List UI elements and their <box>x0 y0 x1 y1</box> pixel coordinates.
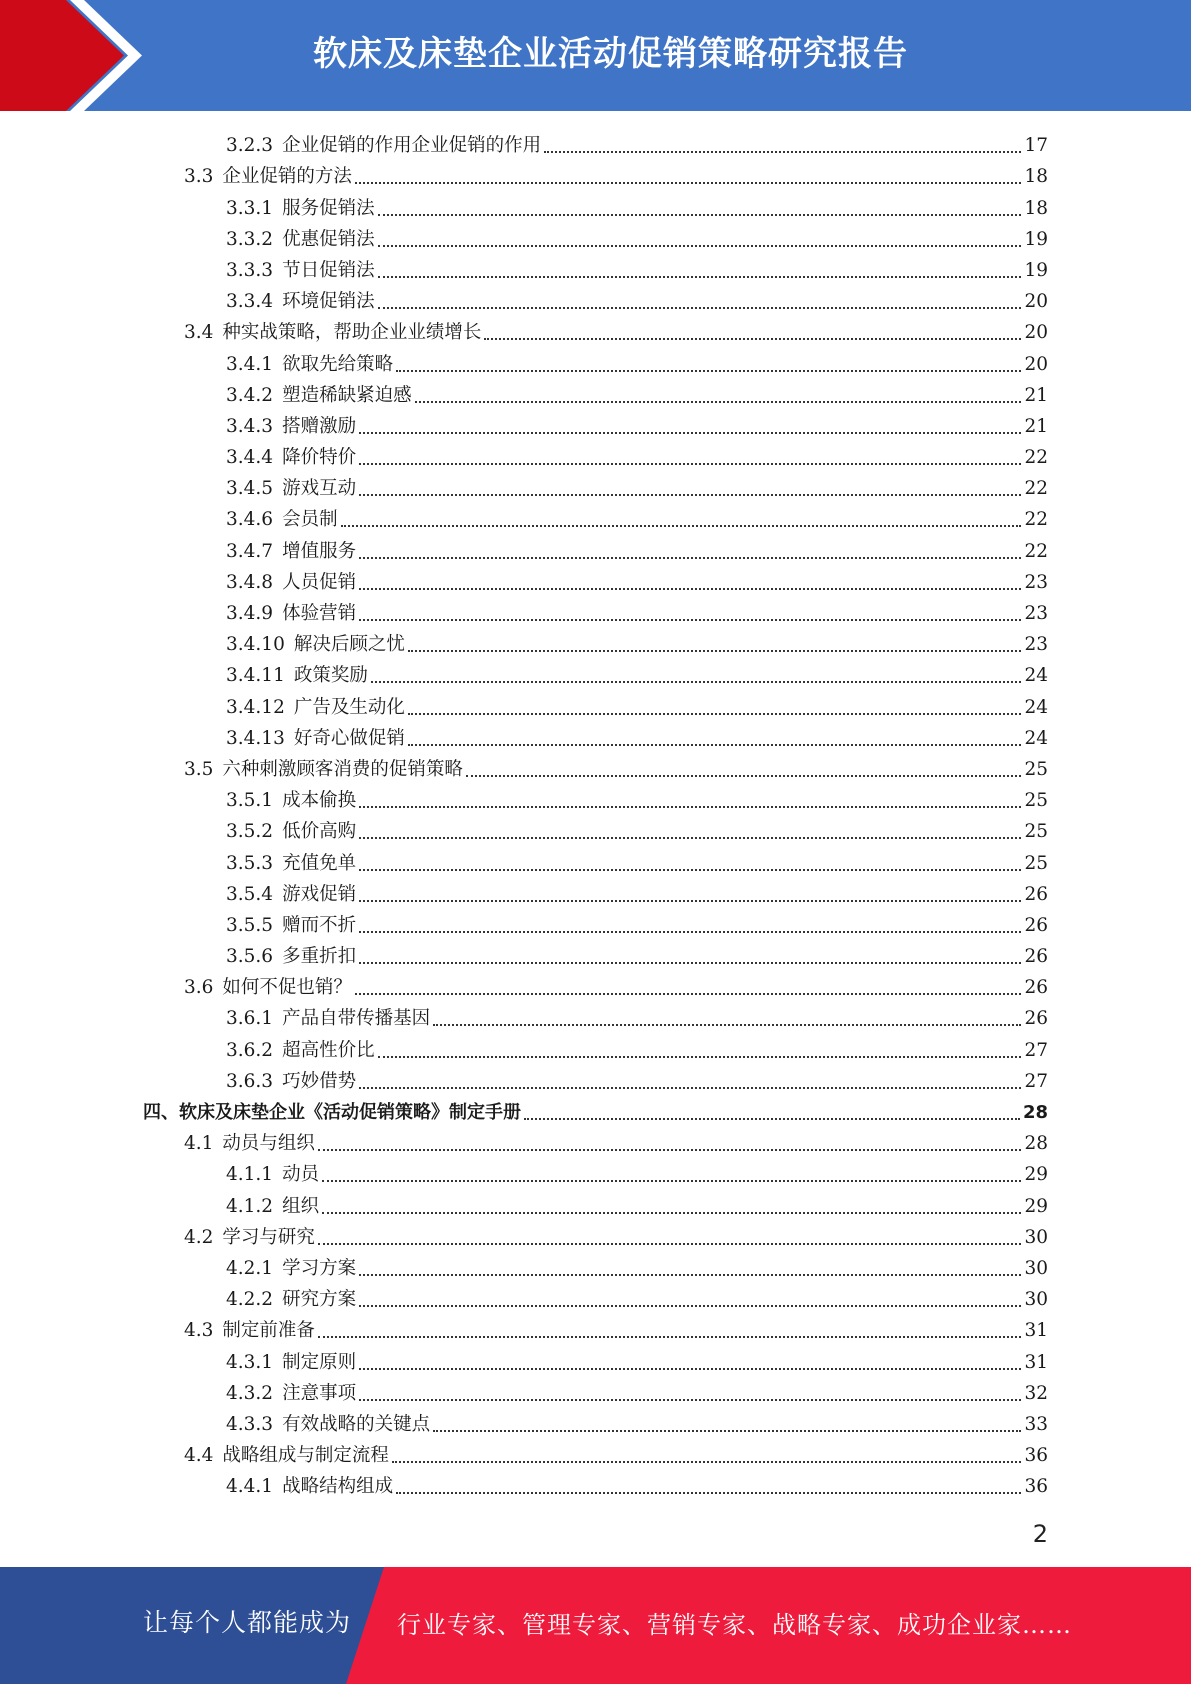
toc-entry-page: 24 <box>1024 665 1048 687</box>
toc-entry-title: 欲取先给策略 <box>282 353 394 375</box>
toc-entry-page: 28 <box>1022 1102 1048 1123</box>
toc-entry-number: 3.4.9 <box>226 603 274 624</box>
toc-entry[interactable] <box>0 1469 1191 1500</box>
toc-entry-page: 31 <box>1024 1320 1048 1342</box>
toc-entry-page: 23 <box>1024 634 1048 656</box>
toc-entry-page: 19 <box>1024 259 1048 281</box>
toc-entry[interactable] <box>0 1376 1191 1407</box>
toc-entry-number: 3.5.6 <box>226 946 274 968</box>
toc-entry[interactable] <box>0 1282 1191 1313</box>
toc-entry-page: 19 <box>1024 228 1048 250</box>
toc-entry-title: 注意事项 <box>282 1382 357 1404</box>
toc-entry-title: 战略组成与制定流程 <box>222 1445 389 1467</box>
toc-entry-title: 制定前准备 <box>222 1320 315 1342</box>
toc-entry-title: 学习与研究 <box>222 1226 315 1248</box>
toc-dot-leader <box>359 869 1021 871</box>
toc-entry-title: 充值免单 <box>282 852 357 874</box>
toc-dot-leader <box>408 713 1022 715</box>
toc-entry-title: 服务促销法 <box>282 197 375 219</box>
toc-entry-number: 3.6.3 <box>226 1070 274 1092</box>
toc-dot-leader <box>359 432 1021 434</box>
toc-dot-leader <box>359 931 1021 933</box>
toc-entry-title: 广告及生动化 <box>293 696 405 718</box>
toc-entry-number: 4.2.2 <box>226 1289 274 1311</box>
toc-entry[interactable] <box>0 1064 1191 1095</box>
toc-entry-number: 3.4.13 <box>226 727 285 749</box>
toc-entry-page: 32 <box>1024 1382 1048 1404</box>
toc-entry-number: 3.4.12 <box>226 696 285 718</box>
toc-entry-title: 四、软床及床垫企业《活动促销策略》制定手册 <box>143 1102 521 1123</box>
toc-entry-title: 政策奖励 <box>293 665 368 687</box>
toc-dot-leader <box>355 182 1022 184</box>
toc-entry-number: 3.6 <box>184 977 214 999</box>
toc-entry-page: 26 <box>1024 883 1048 905</box>
toc-dot-leader <box>318 1149 1022 1151</box>
toc-entry-number: 3.5.1 <box>226 790 274 812</box>
toc-entry-page: 30 <box>1024 1257 1048 1279</box>
toc-entry-number: 4.3.3 <box>226 1413 274 1435</box>
toc-entry-title: 六种刺激顾客消费的促销策略 <box>222 758 463 780</box>
toc-entry-page: 31 <box>1024 1351 1048 1373</box>
toc-entry[interactable] <box>0 128 1191 159</box>
toc-dot-leader <box>378 307 1022 309</box>
toc-entry-number: 3.6.1 <box>226 1008 274 1030</box>
toc-entry-title: 学习方案 <box>282 1257 357 1279</box>
toc-entry-title: 企业促销的作用企业促销的作用 <box>282 135 542 157</box>
toc-entry-title: 有效战略的关键点 <box>282 1413 431 1435</box>
toc-entry-title: 种实战策略，帮助企业业绩增长 <box>222 322 482 344</box>
toc-entry[interactable] <box>0 1313 1191 1344</box>
toc-dot-leader <box>408 744 1022 746</box>
toc-entry-page: 18 <box>1024 166 1048 188</box>
toc-entry[interactable] <box>0 908 1191 939</box>
toc-entry-number: 4.2 <box>184 1226 214 1248</box>
toc-entry-page: 23 <box>1024 571 1048 593</box>
toc-dot-leader <box>359 1399 1021 1401</box>
toc-dot-leader <box>433 1024 1021 1026</box>
toc-entry[interactable] <box>0 440 1191 471</box>
toc-entry-title: 解决后顾之忧 <box>293 634 405 656</box>
toc-entry-page: 29 <box>1024 1164 1048 1186</box>
toc-entry[interactable] <box>0 565 1191 596</box>
toc-entry[interactable] <box>0 1344 1191 1375</box>
toc-entry[interactable] <box>0 783 1191 814</box>
toc-entry[interactable] <box>0 378 1191 409</box>
toc-dot-leader <box>359 1087 1021 1089</box>
toc-entry-page: 22 <box>1024 478 1048 500</box>
toc-entry-page: 26 <box>1024 914 1048 936</box>
toc-entry-page: 33 <box>1024 1413 1048 1435</box>
toc-dot-leader <box>322 1180 1021 1182</box>
toc-dot-leader <box>359 1368 1021 1370</box>
toc-entry[interactable] <box>0 689 1191 720</box>
toc-entry-title: 游戏促销 <box>282 883 357 905</box>
toc-entry-number: 3.4.3 <box>226 415 274 437</box>
toc-entry-title: 组织 <box>282 1195 320 1217</box>
toc-entry[interactable] <box>0 1157 1191 1188</box>
toc-entry-number: 3.5.5 <box>226 914 274 936</box>
toc-entry-number: 4.3.1 <box>226 1351 274 1373</box>
toc-entry-title: 多重折扣 <box>282 946 357 968</box>
toc-entry-number: 3.4 <box>184 322 214 344</box>
toc-entry-page: 18 <box>1024 197 1048 219</box>
toc-entry[interactable] <box>0 845 1191 876</box>
toc-entry-title: 动员 <box>282 1164 320 1186</box>
toc-entry[interactable] <box>0 533 1191 564</box>
toc-dot-leader <box>359 962 1021 964</box>
toc-entry-title: 优惠促销法 <box>282 228 375 250</box>
toc-entry-page: 26 <box>1024 977 1048 999</box>
toc-entry-page: 25 <box>1024 821 1048 843</box>
toc-entry-number: 3.4.10 <box>226 634 285 656</box>
toc-entry-title: 巧妙借势 <box>282 1070 357 1092</box>
toc-entry-page: 26 <box>1024 1008 1048 1030</box>
table-of-contents <box>0 128 1191 1500</box>
toc-entry-title: 人员促销 <box>282 571 357 593</box>
toc-dot-leader <box>544 151 1021 153</box>
toc-entry-number: 3.4.6 <box>226 509 274 531</box>
toc-dot-leader <box>359 1274 1021 1276</box>
toc-entry[interactable] <box>0 627 1191 658</box>
toc-entry-number: 3.5 <box>184 758 214 780</box>
toc-entry-number: 4.1 <box>184 1133 214 1155</box>
toc-dot-leader <box>408 650 1022 652</box>
toc-entry-page: 20 <box>1024 322 1048 344</box>
toc-entry[interactable] <box>0 253 1191 284</box>
toc-dot-leader <box>378 245 1022 247</box>
toc-entry[interactable] <box>0 471 1191 502</box>
toc-entry-number: 3.4.8 <box>226 571 274 593</box>
toc-entry-title: 降价特价 <box>282 447 357 469</box>
toc-dot-leader <box>415 401 1022 403</box>
toc-entry-page: 30 <box>1024 1289 1048 1311</box>
toc-entry[interactable] <box>0 1251 1191 1282</box>
toc-entry-number: 3.4.1 <box>226 353 274 375</box>
toc-entry[interactable] <box>0 1126 1191 1157</box>
toc-entry[interactable] <box>0 1220 1191 1251</box>
page-number: 2 <box>1032 1520 1048 1548</box>
toc-entry-title: 企业促销的方法 <box>222 166 352 188</box>
toc-entry[interactable] <box>0 159 1191 190</box>
toc-entry-number: 3.4.5 <box>226 478 274 500</box>
toc-dot-leader <box>322 1212 1021 1214</box>
toc-entry-number: 3.3.4 <box>226 291 274 313</box>
toc-entry-page: 26 <box>1024 946 1048 968</box>
toc-entry-title: 赠而不折 <box>282 914 357 936</box>
document-title: 软床及床垫企业活动促销策略研究报告 <box>313 34 908 74</box>
toc-entry[interactable] <box>0 814 1191 845</box>
toc-entry-number: 3.5.4 <box>226 883 274 905</box>
toc-dot-leader <box>396 370 1021 372</box>
toc-entry[interactable] <box>0 1001 1191 1032</box>
toc-entry-title: 搭赠激励 <box>282 415 357 437</box>
toc-entry-number: 4.1.2 <box>226 1195 274 1217</box>
toc-entry-page: 24 <box>1024 727 1048 749</box>
toc-entry[interactable] <box>0 1188 1191 1219</box>
toc-dot-leader <box>359 588 1021 590</box>
toc-dot-leader <box>318 1336 1022 1338</box>
toc-entry[interactable] <box>0 346 1191 377</box>
toc-entry-page: 25 <box>1024 790 1048 812</box>
toc-dot-leader <box>359 494 1021 496</box>
toc-entry-number: 3.5.3 <box>226 852 274 874</box>
toc-entry-number: 4.1.1 <box>226 1164 274 1186</box>
toc-entry-number: 3.3.3 <box>226 259 274 281</box>
toc-entry-page: 21 <box>1024 415 1048 437</box>
toc-entry-number: 3.4.7 <box>226 540 274 562</box>
toc-dot-leader <box>341 525 1022 527</box>
toc-entry-title: 环境促销法 <box>282 291 375 313</box>
toc-dot-leader <box>378 276 1022 278</box>
toc-entry-page: 27 <box>1024 1070 1048 1092</box>
toc-dot-leader <box>355 993 1022 995</box>
toc-entry[interactable] <box>0 315 1191 346</box>
toc-dot-leader <box>433 1430 1021 1432</box>
toc-entry-title: 低价高购 <box>282 821 357 843</box>
toc-entry-page: 24 <box>1024 696 1048 718</box>
toc-dot-leader <box>359 557 1021 559</box>
toc-entry-title: 会员制 <box>282 509 338 531</box>
toc-dot-leader <box>484 338 1021 340</box>
toc-entry-number: 3.3.1 <box>226 197 274 219</box>
toc-dot-leader <box>524 1118 1020 1120</box>
toc-entry[interactable] <box>0 190 1191 221</box>
toc-entry-page: 23 <box>1024 603 1048 624</box>
toc-entry-page: 25 <box>1024 758 1048 780</box>
toc-entry-number: 3.4.2 <box>226 384 274 406</box>
toc-entry-number: 3.5.2 <box>226 821 274 843</box>
toc-entry-title: 产品自带传播基因 <box>282 1008 431 1030</box>
toc-entry-number: 3.6.2 <box>226 1039 274 1061</box>
toc-entry-page: 20 <box>1024 291 1048 313</box>
toc-entry-number: 3.3 <box>184 166 214 188</box>
toc-entry[interactable] <box>0 752 1191 783</box>
toc-dot-leader <box>359 619 1021 621</box>
toc-entry[interactable] <box>0 970 1191 1001</box>
toc-entry-number: 4.4.1 <box>226 1476 274 1498</box>
footer-slogan-left: 让每个人都能成为 <box>143 1608 352 1637</box>
toc-entry[interactable] <box>0 939 1191 970</box>
toc-entry-number: 4.4 <box>184 1445 214 1467</box>
toc-entry-page: 22 <box>1024 509 1048 531</box>
toc-entry-page: 22 <box>1024 447 1048 469</box>
toc-entry-number: 4.2.1 <box>226 1257 274 1279</box>
toc-entry-title: 超高性价比 <box>282 1039 375 1061</box>
toc-entry-title: 塑造稀缺紧迫感 <box>282 384 412 406</box>
toc-entry-page: 28 <box>1024 1133 1048 1155</box>
toc-entry-title: 节日促销法 <box>282 259 375 281</box>
toc-entry-page: 25 <box>1024 852 1048 874</box>
toc-entry-page: 20 <box>1024 353 1048 375</box>
toc-dot-leader <box>392 1461 1022 1463</box>
toc-entry-number: 3.4.4 <box>226 447 274 469</box>
footer-banner <box>0 1567 1191 1684</box>
toc-dot-leader <box>359 900 1021 902</box>
toc-entry[interactable] <box>0 502 1191 533</box>
toc-dot-leader <box>359 837 1021 839</box>
toc-entry-title: 成本偷换 <box>282 790 357 812</box>
toc-entry-page: 36 <box>1024 1476 1048 1498</box>
toc-entry[interactable] <box>0 222 1191 253</box>
toc-dot-leader <box>371 681 1022 683</box>
toc-dot-leader <box>359 1305 1021 1307</box>
toc-entry-page: 29 <box>1024 1195 1048 1217</box>
toc-entry[interactable] <box>0 721 1191 752</box>
toc-entry-page: 27 <box>1024 1039 1048 1061</box>
toc-entry[interactable] <box>0 1032 1191 1063</box>
toc-dot-leader <box>378 1056 1022 1058</box>
toc-entry-page: 36 <box>1024 1445 1048 1467</box>
toc-entry[interactable] <box>0 877 1191 908</box>
toc-entry-number: 3.2.3 <box>226 135 274 157</box>
toc-entry-title: 增值服务 <box>282 540 357 562</box>
toc-entry-title: 如何不促也销？ <box>222 977 352 999</box>
toc-entry-title: 战略结构组成 <box>282 1476 394 1498</box>
toc-entry-number: 4.3.2 <box>226 1382 274 1404</box>
toc-entry[interactable] <box>0 284 1191 315</box>
toc-dot-leader <box>396 1492 1021 1494</box>
toc-entry-title: 研究方案 <box>282 1289 357 1311</box>
header-banner <box>0 0 1191 111</box>
toc-dot-leader <box>359 463 1021 465</box>
toc-entry[interactable] <box>0 409 1191 440</box>
toc-entry-title: 好奇心做促销 <box>293 727 405 749</box>
toc-dot-leader <box>318 1243 1022 1245</box>
toc-entry-page: 22 <box>1024 540 1048 562</box>
toc-entry-page: 21 <box>1024 384 1048 406</box>
toc-entry-number: 4.3 <box>184 1320 214 1342</box>
toc-entry[interactable] <box>0 1438 1191 1469</box>
toc-entry[interactable] <box>0 1095 1191 1126</box>
footer-slogan-right: 行业专家、管理专家、营销专家、战略专家、成功企业家…… <box>397 1611 1072 1639</box>
toc-entry-title: 游戏互动 <box>282 478 357 500</box>
toc-entry[interactable] <box>0 658 1191 689</box>
toc-dot-leader <box>378 214 1022 216</box>
toc-entry[interactable] <box>0 596 1191 627</box>
toc-entry[interactable] <box>0 1407 1191 1438</box>
toc-entry-page: 30 <box>1024 1226 1048 1248</box>
toc-entry-title: 体验营销 <box>282 603 357 624</box>
toc-entry-number: 3.4.11 <box>226 665 285 687</box>
toc-entry-page: 17 <box>1024 135 1048 157</box>
toc-dot-leader <box>359 806 1021 808</box>
toc-entry-number: 3.3.2 <box>226 228 274 250</box>
toc-dot-leader <box>466 775 1022 777</box>
toc-entry-title: 制定原则 <box>282 1351 357 1373</box>
toc-entry-title: 动员与组织 <box>222 1133 315 1155</box>
